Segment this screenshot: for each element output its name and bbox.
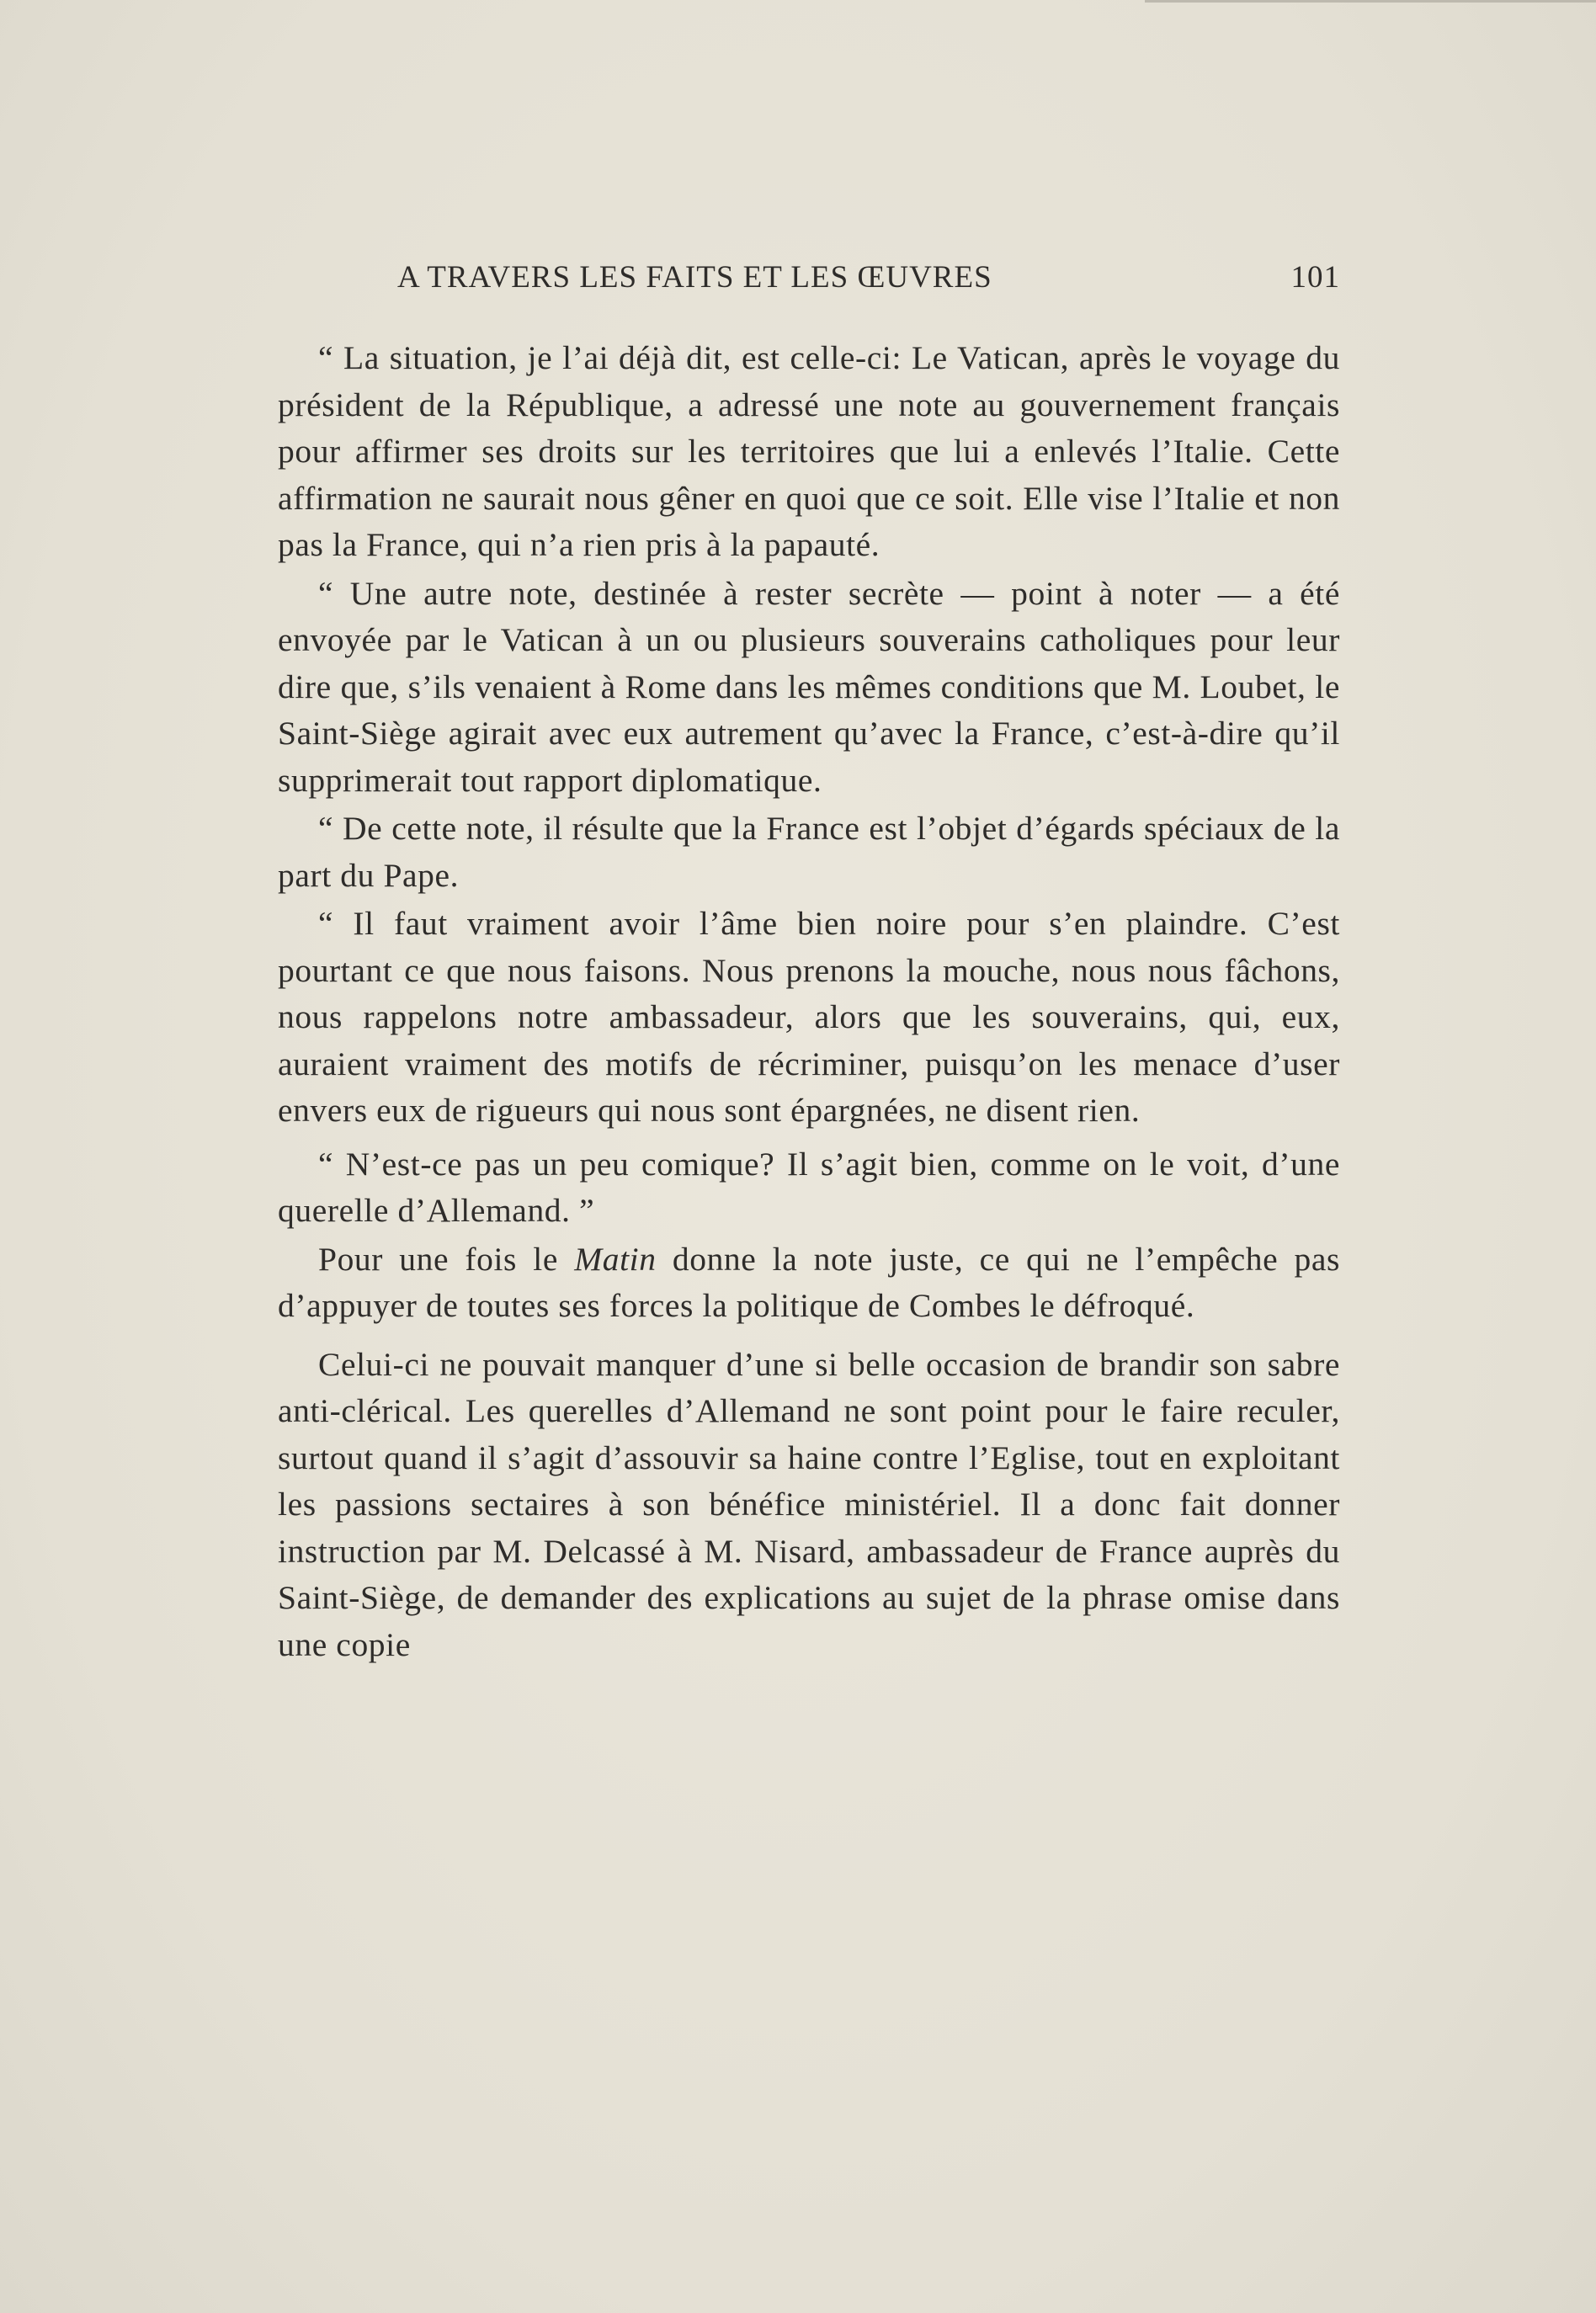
paragraph-quote-comique: “ N’est-ce pas un peu comique? Il s’agit bien, comme on le voit, d’une querelle d’Allemand. ”: [278, 1145, 1340, 1229]
paragraph-quote-secret-note: “ Une autre note, destinée à rester secrète — point à noter — a été envoyée par le Vatican à un ou plusieurs souverains catholiques pour leur dire que, s’ils venaient à Rome dans les mêmes conditions que M. Loubet, le Saint-Siège agirait avec eux autrement qu’avec la France, c’est-à-dire qu’il supprimerait tout rapport diplomatique.: [278, 574, 1340, 799]
paragraph-quote-egards: “ De cette note, il résulte que la France est l’objet d’égards spéciaux de la part du Pape.: [278, 810, 1340, 894]
paragraph-matin-after: donne la note juste, ce qui ne l’empêche pas d’appuyer de toutes ses forces la politique de Combes le défroqué.: [278, 1240, 1340, 1324]
paragraph-quote-plaindre: “ Il faut vraiment avoir l’âme bien noire pour s’en plaindre. C’est pourtant ce que nous faisons. Nous prenons la mouche, nous nous fâchons, nous rappelons notre ambassadeur, alors que les souverains, qui, eux, auraient vraiment des motifs de récriminer, puisqu’on les menace d’user envers eux de rigueurs qui nous sont épargnées, ne disent rien.: [278, 905, 1340, 1129]
paragraph-matin-before: Pour une fois le: [318, 1240, 575, 1278]
page-top-edge: [1145, 0, 1596, 3]
page-header: [397, 259, 1340, 301]
body-text: [278, 335, 1340, 1668]
paragraph-combes: Celui-ci ne pouvait manquer d’une si belle occasion de brandir son sabre anti-clérical. Les querelles d’Allemand ne sont point pour le faire reculer, surtout quand il s’agit d’assouvir sa haine contre l’Eglise, tout en exploitant les passions sectaires à son bénéfice ministériel. Il a donc fait donner instruction par M. Delcassé à M. Nisard, ambassadeur de France auprès du Saint-Siège, de demander des explications au sujet de la phrase omise dans une copie: [278, 1345, 1340, 1663]
paragraph-matin: [278, 1236, 1340, 1330]
paragraph-quote-situation: “ La situation, je l’ai déjà dit, est celle-ci: Le Vatican, après le voyage du président de la République, a adressé une note au gouvernement français pour affirmer ses droits sur les territoires que lui a enlevés l’Italie. Cette affirmation ne saurait nous gêner en quoi que ce soit. Elle vise l’Italie et non pas la France, qui n’a rien pris à la papauté.: [278, 339, 1340, 563]
running-head: A TRAVERS LES FAITS ET LES ŒUVRES: [397, 260, 992, 295]
page-number: 101: [1290, 260, 1340, 295]
newspaper-title: Matin: [574, 1240, 657, 1278]
